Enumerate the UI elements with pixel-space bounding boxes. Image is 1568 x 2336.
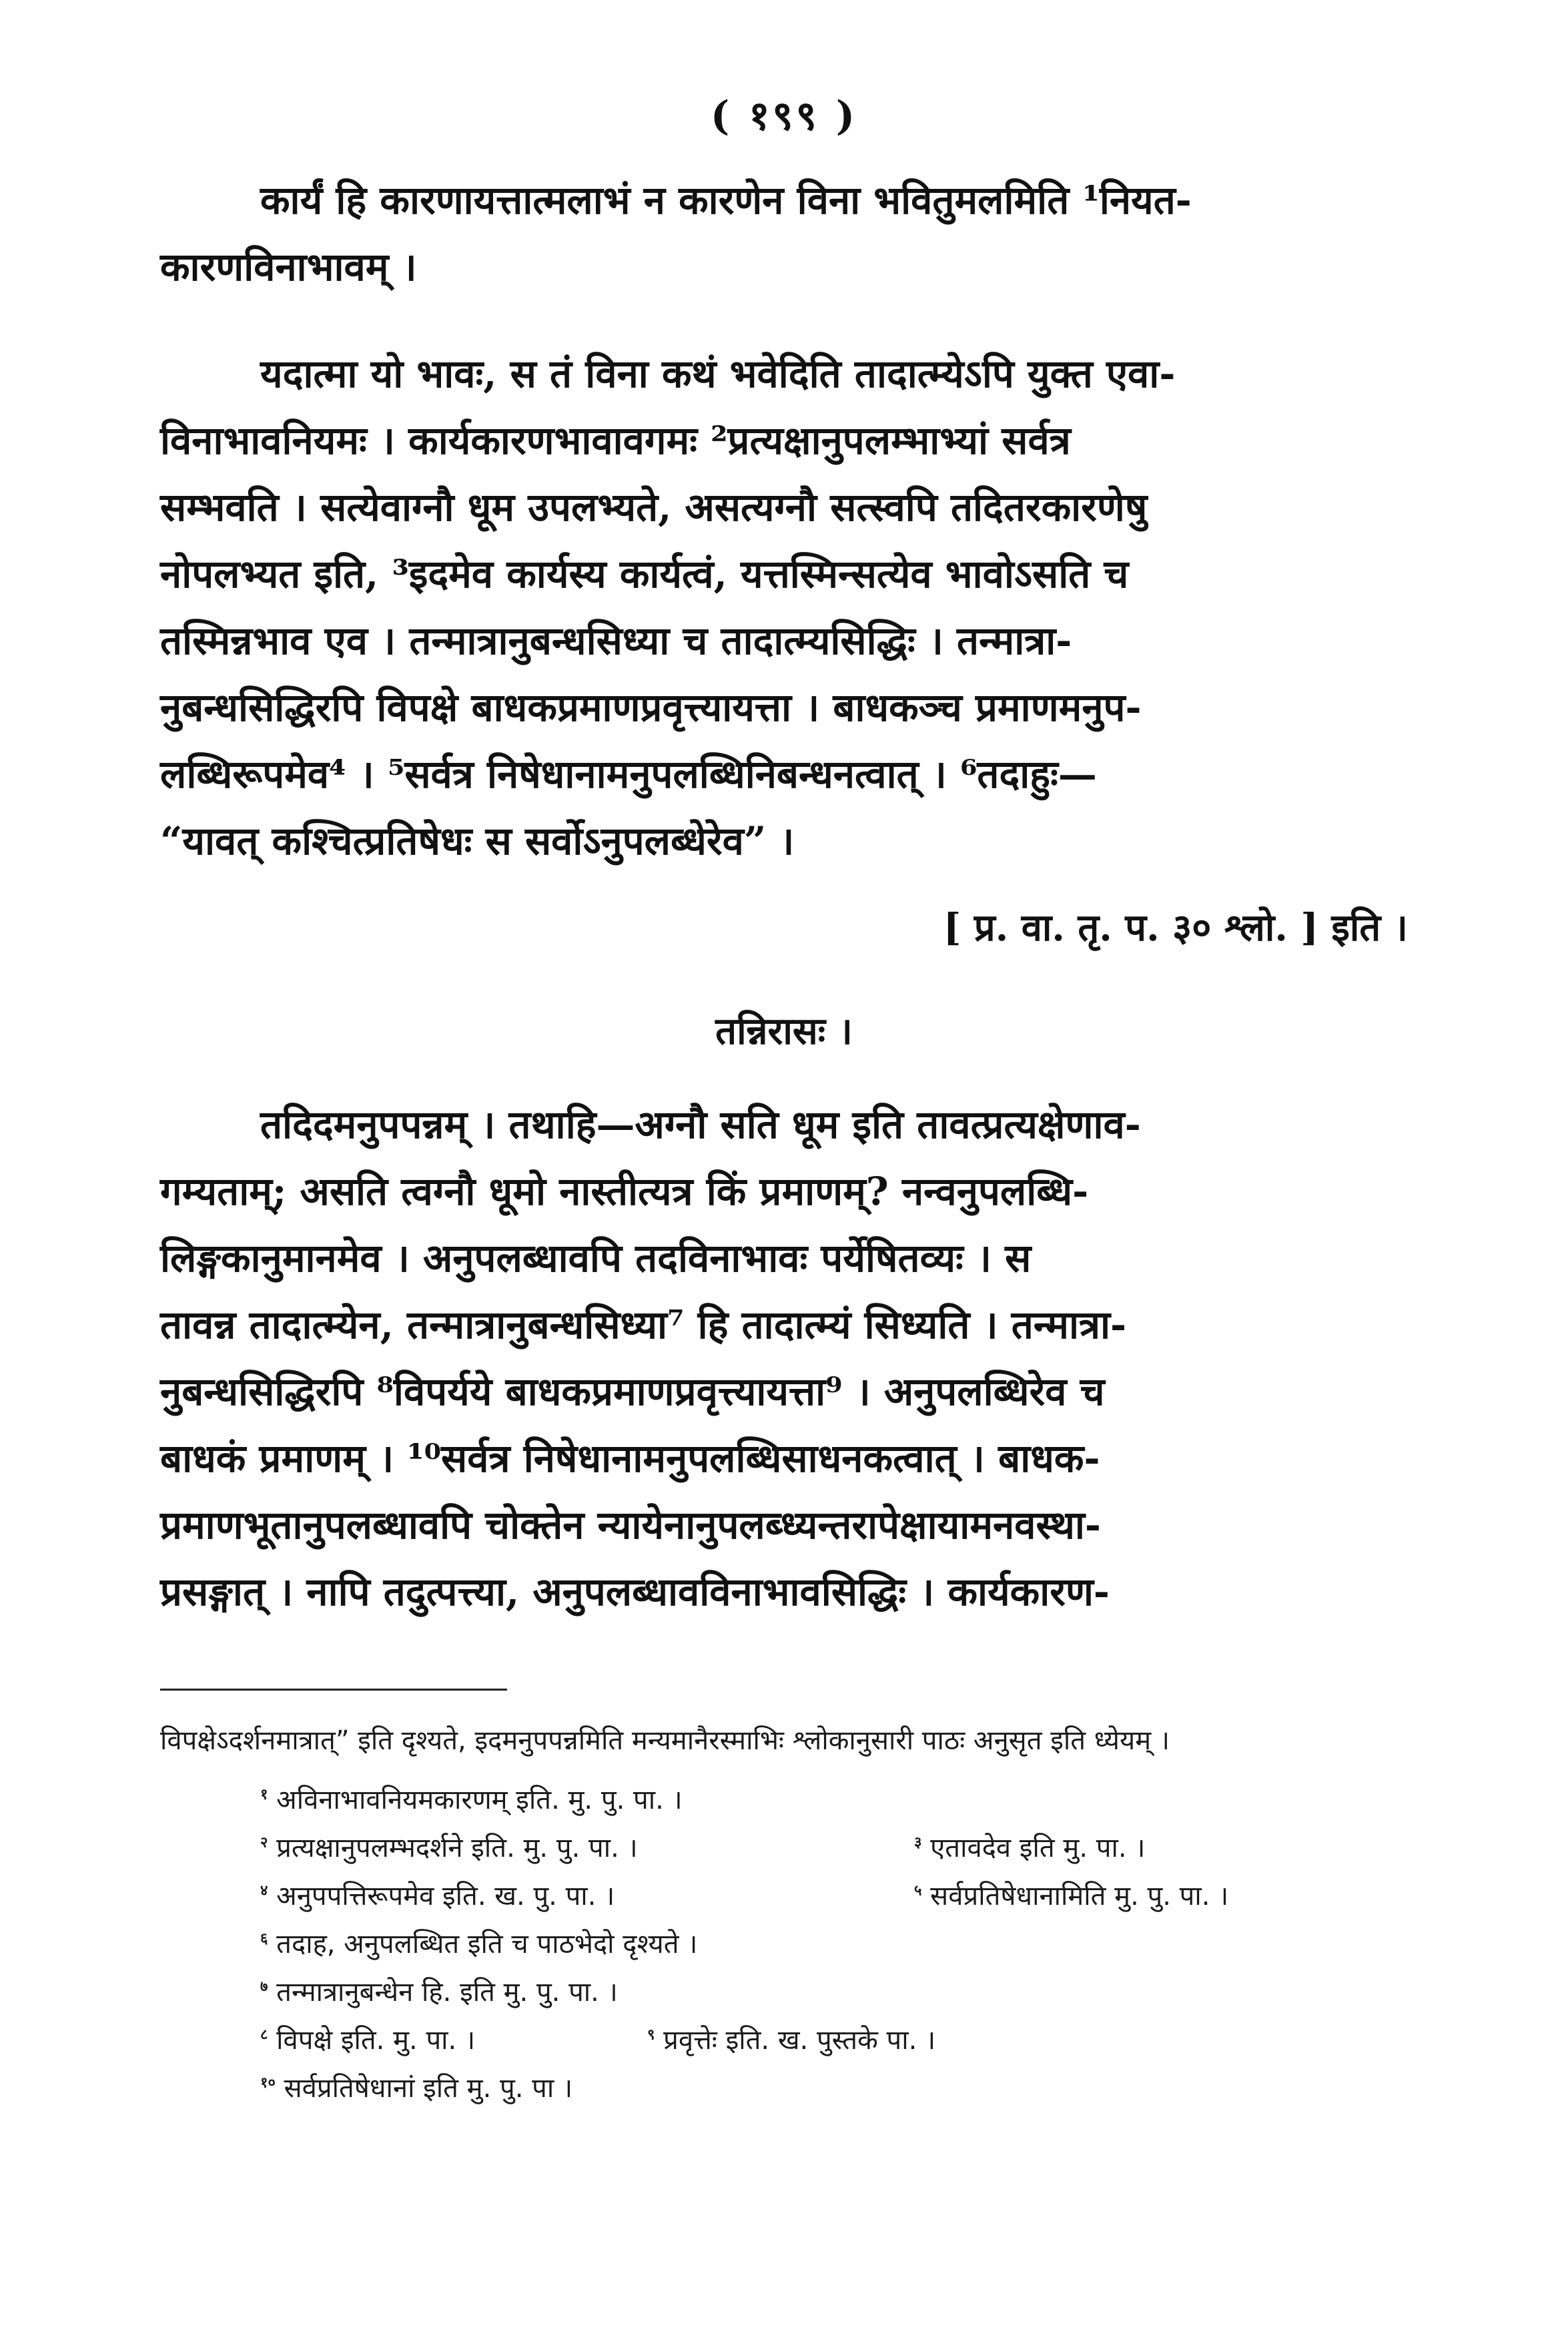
footnote-2 — [260, 1824, 638, 1872]
footnote-text: सर्वप्रतिषेधानां इति मु. पु. पा । — [284, 2073, 573, 2104]
footnote-9 — [647, 2016, 935, 2064]
footnote-5 — [914, 1872, 1228, 1920]
footnote-row — [160, 1824, 1408, 1872]
paragraph-2 — [160, 340, 1408, 874]
paragraph-line: तावन्न तादात्म्येन, तन्मात्रानुबन्धसिध्या⁷ हि तादात्म्यं सिध्यति । तन्मात्रा- — [160, 1302, 1127, 1348]
paragraph-1 — [160, 167, 1408, 300]
paragraph-line: बाधकं प्रमाणम् । ¹⁰सर्वत्र निषेधानामनुपलब्धिसाधनकत्वात् । बाधक- — [160, 1436, 1100, 1481]
footnote-row — [160, 1872, 1408, 1920]
footnote-continuation: विपक्षेऽदर्शनमात्रात्” इति दृश्यते, इदमनुपपन्नमिति मन्यमानैरस्माभिः श्लोकानुसारी पाठः अनुसृत इति ध्येयम् । — [160, 1725, 1170, 1756]
footnote-text: विपक्षे इति. मु. पा. । — [276, 2025, 476, 2056]
footnote-mark: १ — [260, 1786, 268, 1803]
footnote-mark: ८ — [260, 2026, 268, 2044]
paragraph-line: लब्धिरूपमेव⁴ । ⁵सर्वत्र निषेधानामनुपलब्धिनिबन्धनत्वात् । ⁶तदाहुः— — [160, 752, 1097, 797]
paragraph-line: विनाभावनियमः । कार्यकारणभावावगमः ²प्रत्यक्षानुपलम्भाभ्यां सर्वत्र — [160, 418, 1071, 463]
footnote-text: सर्वप्रतिषेधानामिति मु. पु. पा. । — [930, 1881, 1229, 1912]
footnote-6 — [260, 1920, 697, 1968]
footnote-row — [160, 1920, 1408, 1968]
footnote-mark: ९ — [647, 2026, 655, 2044]
page-number: ( १९९ ) — [710, 93, 858, 139]
footnote-divider — [160, 1689, 507, 1691]
footnote-row — [160, 2064, 1408, 2112]
footnote-text: प्रत्यक्षानुपलम्भदर्शने इति. मु. पु. पा. । — [276, 1833, 638, 1863]
footnote-8 — [260, 2016, 475, 2064]
paragraph-line: कार्यं हि कारणायत्तात्मलाभं न कारणेन विना भवितुमलमिति ¹नियत- — [260, 178, 1192, 223]
paragraph-line: नुबन्धसिद्धिरपि ⁸विपर्यये बाधकप्रमाणप्रवृत्त्यायत्ता⁹ । अनुपलब्धिरेव च — [160, 1369, 1105, 1414]
paragraph-line: सम्भवति । सत्येवाग्नौ धूम उपलभ्यते, असत्यग्नौ सत्स्वपि तदितरकारणेषु — [160, 485, 1148, 530]
footnote-mark: ७ — [260, 1978, 268, 1996]
footnote-text: तन्मात्रानुबन्धेन हि. इति मु. पु. पा. । — [276, 1977, 618, 2008]
paragraph-line: तदिदमनुपपन्नम् । तथाहि—अग्नौ सति धूम इति तावत्प्रत्यक्षेणाव- — [260, 1102, 1141, 1147]
footnote-mark: ३ — [914, 1834, 922, 1851]
footnote-mark: ४ — [260, 1882, 268, 1900]
footnote-3 — [914, 1824, 1145, 1872]
footnote-mark: १० — [260, 2074, 276, 2092]
paragraph-3 — [160, 1091, 1408, 1625]
paragraph-line: नोपलभ्यत इति, ³इदमेव कार्यस्य कार्यत्वं, यत्तस्मिन्सत्येव भावोऽसति च — [160, 551, 1129, 597]
footnote-mark: ५ — [914, 1882, 922, 1900]
footnote-text: एतावदेव इति मु. पा. । — [930, 1833, 1146, 1863]
paragraph-line: गम्यताम्; असति त्वग्नौ धूमो नास्तीत्यत्र किं प्रमाणम्? नन्वनुपलब्धि- — [160, 1169, 1089, 1214]
verse-reference: [ प्र. वा. तृ. प. ३० श्लो. ] इति । — [943, 906, 1408, 950]
paragraph-line: लिङ्गकानुमानमेव । अनुपलब्धावपि तदविनाभावः पर्येषितव्यः । स — [160, 1235, 1032, 1281]
footnote-4 — [260, 1872, 615, 1920]
footnote-text: प्रवृत्तेः इति. ख. पुस्तके पा. । — [663, 2025, 936, 2056]
paragraph-line: प्रसङ्गात् । नापि तदुत्पत्त्या, अनुपलब्धावविनाभावसिद्धिः । कार्यकारण- — [160, 1569, 1110, 1615]
footnote-7 — [260, 1968, 618, 2016]
footnote-mark: २ — [260, 1834, 268, 1851]
paragraph-line: यदात्मा यो भावः, स तं विना कथं भवेदिति तादात्म्येऽपि युक्त एवा- — [260, 351, 1176, 396]
footnote-mark: ६ — [260, 1930, 268, 1948]
footnote-1 — [260, 1776, 683, 1824]
footnote-row — [160, 1776, 1408, 1824]
footnote-text: अविनाभावनियमकारणम् इति. मु. पु. पा. । — [276, 1785, 683, 1815]
paragraph-line: नुबन्धसिद्धिरपि विपक्षे बाधकप्रमाणप्रवृत्त्यायत्ता । बाधकञ्च प्रमाणमनुप- — [160, 685, 1142, 730]
footnote-row — [160, 2016, 1408, 2064]
footnote-text: तदाह, अनुपलब्धित इति च पाठभेदो दृश्यते । — [276, 1929, 698, 1960]
footnotes — [160, 1719, 1408, 2112]
footnote-10 — [260, 2064, 572, 2112]
paragraph-line: “यावत् कश्चित्प्रतिषेधः स सर्वोऽनुपलब्धेरेव” । — [160, 818, 795, 864]
paragraph-line: कारणविनाभावम् । — [160, 244, 417, 290]
paragraph-line: प्रमाणभूतानुपलब्धावपि चोक्तेन न्यायेनानुपलब्ध्यन्तरापेक्षायामनवस्था- — [160, 1502, 1102, 1548]
paragraph-line: तस्मिन्नभाव एव । तन्मात्रानुबन्धसिध्या च तादात्म्यसिद्धिः । तन्मात्रा- — [160, 618, 1072, 663]
footnote-text: अनुपपत्तिरूपमेव इति. ख. पु. पा. । — [276, 1881, 615, 1912]
footnote-row — [160, 1968, 1408, 2016]
section-heading: तन्निरासः । — [715, 1009, 853, 1053]
